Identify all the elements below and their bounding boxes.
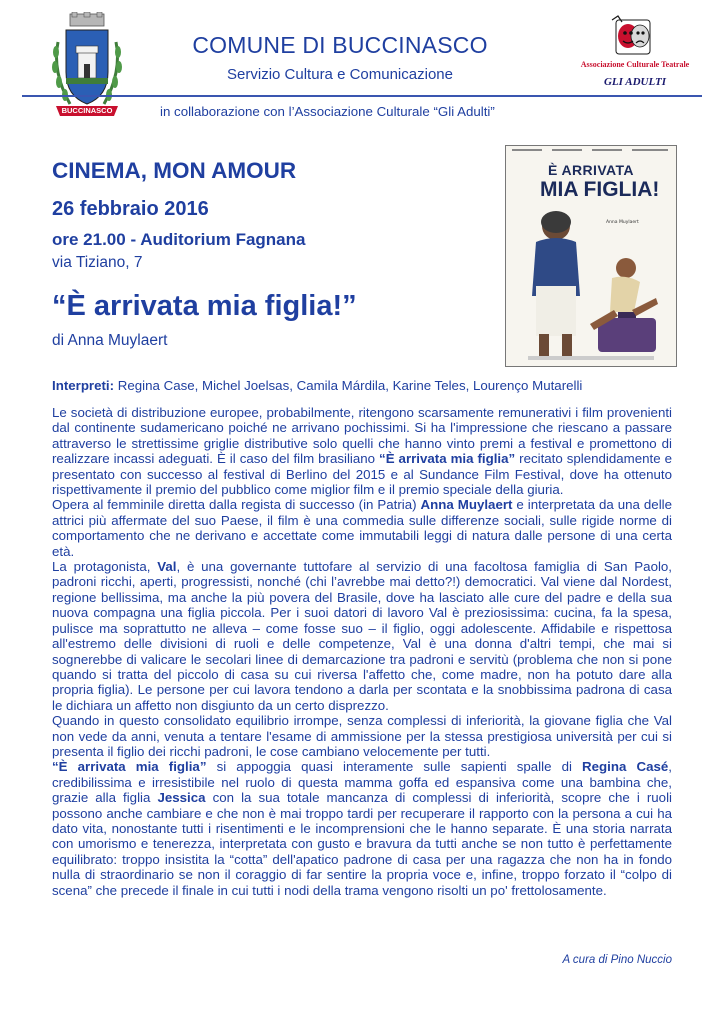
poster-director: Anna Muylaert bbox=[606, 220, 639, 225]
text-run: La protagonista, bbox=[52, 559, 158, 575]
character-inline: Val bbox=[157, 559, 177, 575]
paragraph-1 bbox=[52, 405, 672, 497]
paragraph-5 bbox=[52, 759, 672, 898]
text-run: con la sua totale mancanza di complessi di inferiorità, scopre che i ruoli possono anche cambiare e che non è mai troppo tardi per recuperare il rapporto con la persona a cui ha dato vita, nonostante tutti i risentimenti e le incomprensioni che le hanno separate. È una storia narrata con umorismo e tenerezza, interpretata con gusto e bravura da tutti anche se non tutto è perfettamente equilibrato: troppo insistita la “cotta” dell'apatico padrone di casa per una ragazza che non ha in fondo nulla di straordinario se non il coraggio di far sentire la propria voce e, infine, troppo forzato il “colpo di scena” che precede il finale in cui tutti i nodi della trama vengono risolti un po' frettolosamente. bbox=[52, 790, 672, 898]
paragraph-2 bbox=[52, 497, 672, 559]
text-run: , è una governante tuttofare al servizio di una facoltosa famiglia di San Paolo, padroni ricchi, aperti, progressisti, nonché (chi l’avrebbe mai detto?!) democratici. Val viene dal Nordest, regione bellissima, ma anche la più povera del Brasile, dove ha lasciato alle cure del padre e della sua nuova compagna una figlia piccola. Per i suoi datori di lavoro Val è preziosissima: cucina, fa la spesa, pulisce ma soprattutto ne alleva – come fosse suo – il figlio, oggi adolescente. Affidabile e rispettosa all'estremo delle divisioni di ruoli e delle competenze, Val è una donna d'altri tempi, che mai si sognerebbe di valicare le secolari linee di demarcazione tra padroni e servitù (problema che non si pone quando si tratta del piccolo di casa su cui riversa l'affetto che, come madre, non ha potuto dare alla propria figlia). Le persone per cui lavora tendono a darla per scontata e la snobbissima padrona di casa le dichiara un affetto non disgiunto da un certo disprezzo. bbox=[52, 559, 673, 713]
association-short-name: GLI ADULTI bbox=[603, 76, 667, 88]
film-poster-image bbox=[505, 145, 677, 367]
comune-crest-logo bbox=[50, 12, 124, 124]
director-inline: Anna Muylaert bbox=[420, 497, 513, 513]
paragraph-3 bbox=[52, 559, 672, 713]
event-address: via Tiziano, 7 bbox=[52, 254, 143, 271]
event-series-title: CINEMA, MON AMOUR bbox=[52, 158, 297, 183]
header-title: COMUNE DI BUCCINASCO bbox=[192, 32, 488, 58]
article-body bbox=[52, 405, 672, 898]
association-name: Associazione Culturale Teatrale bbox=[580, 60, 690, 69]
character-inline: Jessica bbox=[157, 790, 206, 806]
poster-title-line2: MIA FIGLIA! bbox=[540, 178, 660, 201]
text-run: Opera al femminile diretta dalla regista di successo (in Patria) bbox=[52, 497, 421, 513]
cast-names: Regina Case, Michel Joelsas, Camila Márdila, Karine Teles, Lourenço Mutarelli bbox=[114, 378, 583, 393]
poster-title-line1: È ARRIVATA bbox=[548, 162, 634, 178]
collaboration-note: in collaborazione con l’Associazione Culturale “Gli Adulti” bbox=[160, 104, 495, 119]
film-title-inline: “È arrivata mia figlia” bbox=[379, 451, 516, 467]
actress-inline: Regina Casé bbox=[582, 759, 669, 775]
film-title-inline: “È arrivata mia figlia” bbox=[52, 759, 207, 775]
paragraph-4: Quando in questo consolidato equilibrio irrompe, senza complessi di inferiorità, la giovane figlia che Val non vede da anni, venuta a tentare l'esame di ammissione per la stessa prestigiosa università per cui si presenta il figlio dei ricchi padroni, le cose cambiano velocemente per tutti. bbox=[52, 713, 672, 759]
text-run: si appoggia quasi interamente sulle sapienti spalle di bbox=[206, 759, 583, 775]
film-director: di Anna Muylaert bbox=[52, 332, 168, 349]
author-signature: A cura di Pino Nuccio bbox=[562, 954, 672, 966]
text-run: Le società di distribuzione europee, probabilmente, ritengono scarsamente remunerativi i film provenienti dal continente sudamericano poiché ne arrivano pochissimi. Si ha l'impressione che riescano a passare attraverso le strettissime griglie distributive solo quelli che hanno vinto premi a festival e promettono di realizzare incassi adeguati. È il caso del film brasiliano bbox=[52, 405, 672, 467]
text-run: e interpretata da una delle attrici più affermate del suo Paese, il film è una commedia sulle differenze sociali, sulle rigide norme di comportamento che ne derivano e accettate come immutabili leggi di natura dalle persone di una certa età. bbox=[52, 497, 672, 559]
cast-line bbox=[52, 378, 682, 393]
event-date: 26 febbraio 2016 bbox=[52, 198, 209, 220]
event-time-venue: ore 21.00 - Auditorium Fagnana bbox=[52, 230, 306, 249]
text-run: , credibilissima e irresistibile nel ruolo di questa mamma goffa ed espansiva come una bambina che, grazie alla figlia bbox=[52, 759, 672, 806]
film-title: “È arrivata mia figlia!” bbox=[52, 290, 357, 322]
crest-ribbon-label: BUCCINASCO bbox=[61, 106, 113, 115]
header-divider bbox=[22, 95, 702, 97]
header-subtitle: Servizio Cultura e Comunicazione bbox=[227, 66, 453, 83]
text-run: recitato splendidamente e presentato con successo al festival di Berlino del 2015 e al Sundance Film Festival, dove ha ottenuto rispettivamente il premio del pubblico come miglior film e il premio speciale della giuria. bbox=[52, 451, 672, 498]
cast-label: Interpreti: bbox=[52, 378, 115, 393]
